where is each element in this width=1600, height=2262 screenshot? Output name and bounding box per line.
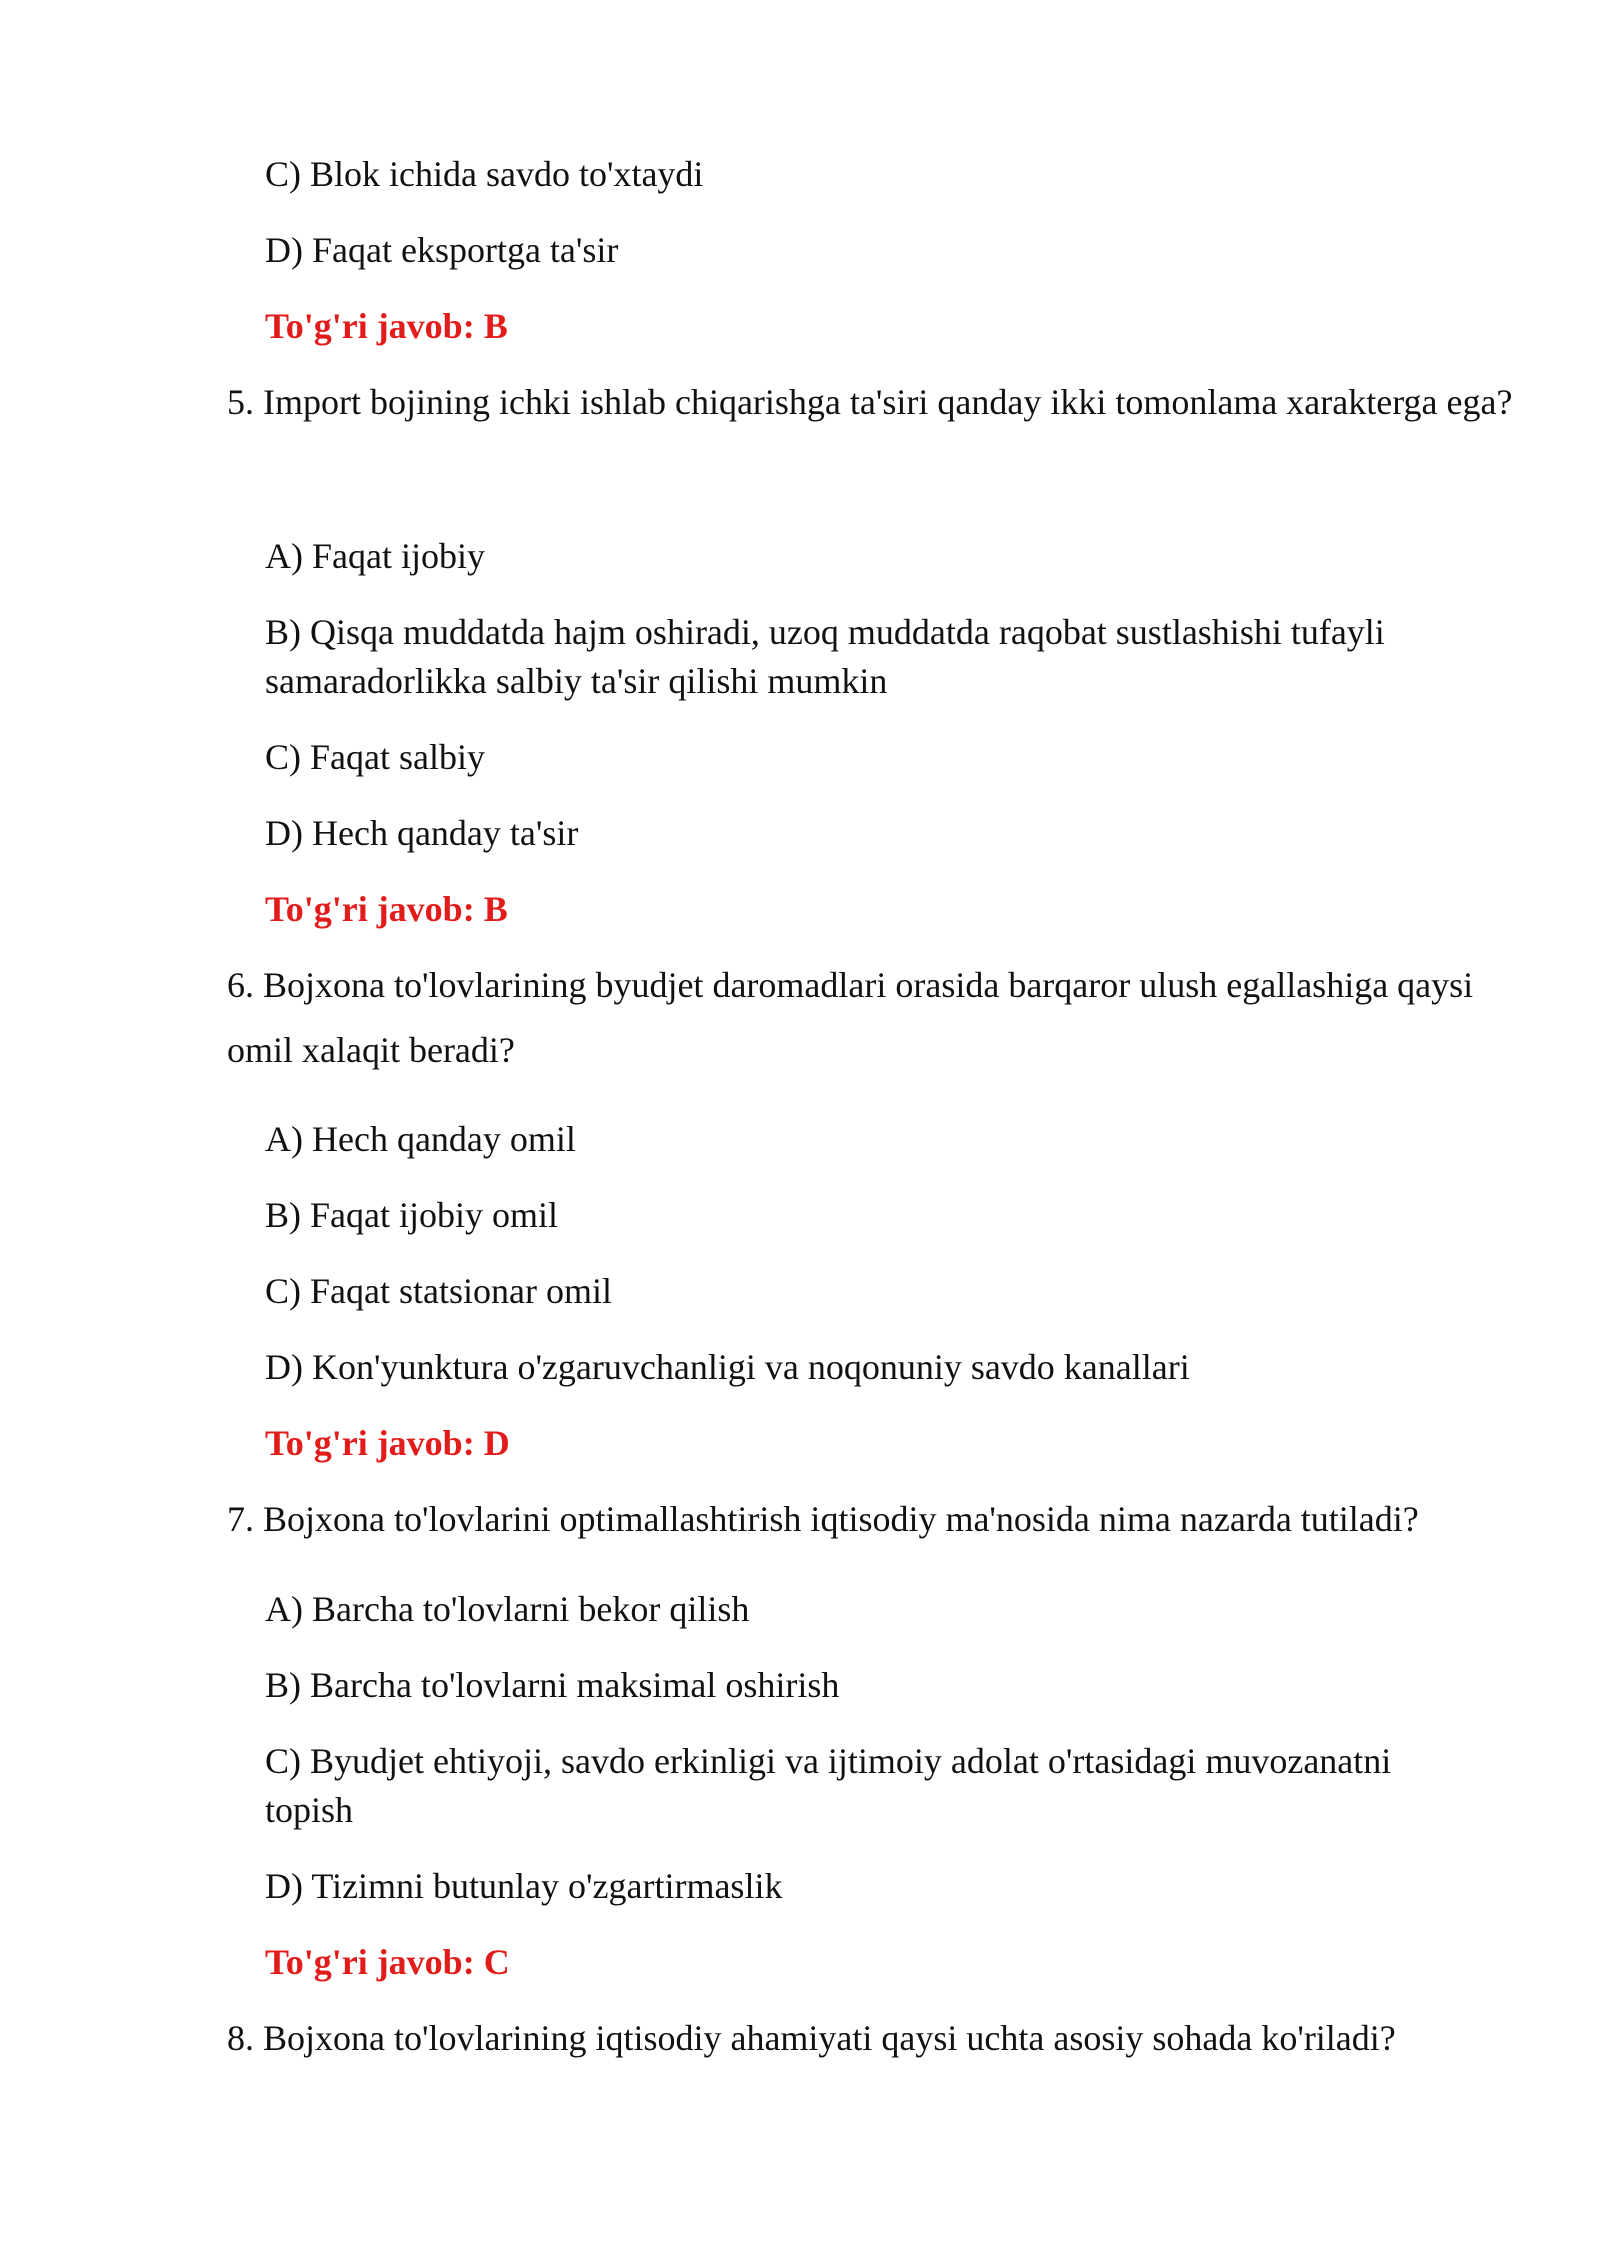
q7-option-a: A) Barcha to'lovlarni bekor qilish (265, 1589, 750, 1629)
q7-option-c: C) Byudjet ehtiyoji, savdo erkinligi va ijtimoiy adolat o'rtasidagi muvozanatni topish (265, 1741, 1392, 1830)
q5-option-c: C) Faqat salbiy (265, 737, 485, 777)
q5-option-b: B) Qisqa muddatda hajm oshiradi, uzoq muddatda raqobat sustlashishi tufayli samaradorlikka salbiy ta'sir qilishi mumkin (265, 612, 1385, 701)
q6-option-d: D) Kon'yunktura o'zgaruvchanligi va noqonuniy savdo kanallari (265, 1347, 1190, 1387)
q4-option-d: D) Faqat eksportga ta'sir (265, 230, 619, 270)
q4-answer: To'g'ri javob: B (265, 306, 508, 346)
q8-question: 8. Bojxona to'lovlarining iqtisodiy ahamiyati qaysi uchta asosiy sohada ko'riladi? (227, 2018, 1396, 2058)
q5-option-d: D) Hech qanday ta'sir (265, 813, 579, 853)
q7-question: 7. Bojxona to'lovlarini optimallashtirish iqtisodiy ma'nosida nima nazarda tutiladi? (227, 1499, 1419, 1539)
q5-question: 5. Import bojining ichki ishlab chiqarishga ta'siri qanday ikki tomonlama xarakterga ega? (227, 382, 1513, 422)
q6-option-a: A) Hech qanday omil (265, 1119, 576, 1159)
q5-option-a: A) Faqat ijobiy (265, 536, 485, 576)
q6-answer: To'g'ri javob: D (265, 1423, 510, 1463)
q6-question: 6. Bojxona to'lovlarining byudjet daromadlari orasida barqaror ulush egallashiga qaysi omil xalaqit beradi? (227, 965, 1474, 1070)
q6-option-b: B) Faqat ijobiy omil (265, 1195, 558, 1235)
q6-option-c: C) Faqat statsionar omil (265, 1271, 612, 1311)
q7-answer: To'g'ri javob: C (265, 1942, 510, 1982)
q7-option-d: D) Tizimni butunlay o'zgartirmaslik (265, 1866, 783, 1906)
q7-option-b: B) Barcha to'lovlarni maksimal oshirish (265, 1665, 840, 1705)
q4-option-c: C) Blok ichida savdo to'xtaydi (265, 154, 704, 194)
q5-answer: To'g'ri javob: B (265, 889, 508, 929)
